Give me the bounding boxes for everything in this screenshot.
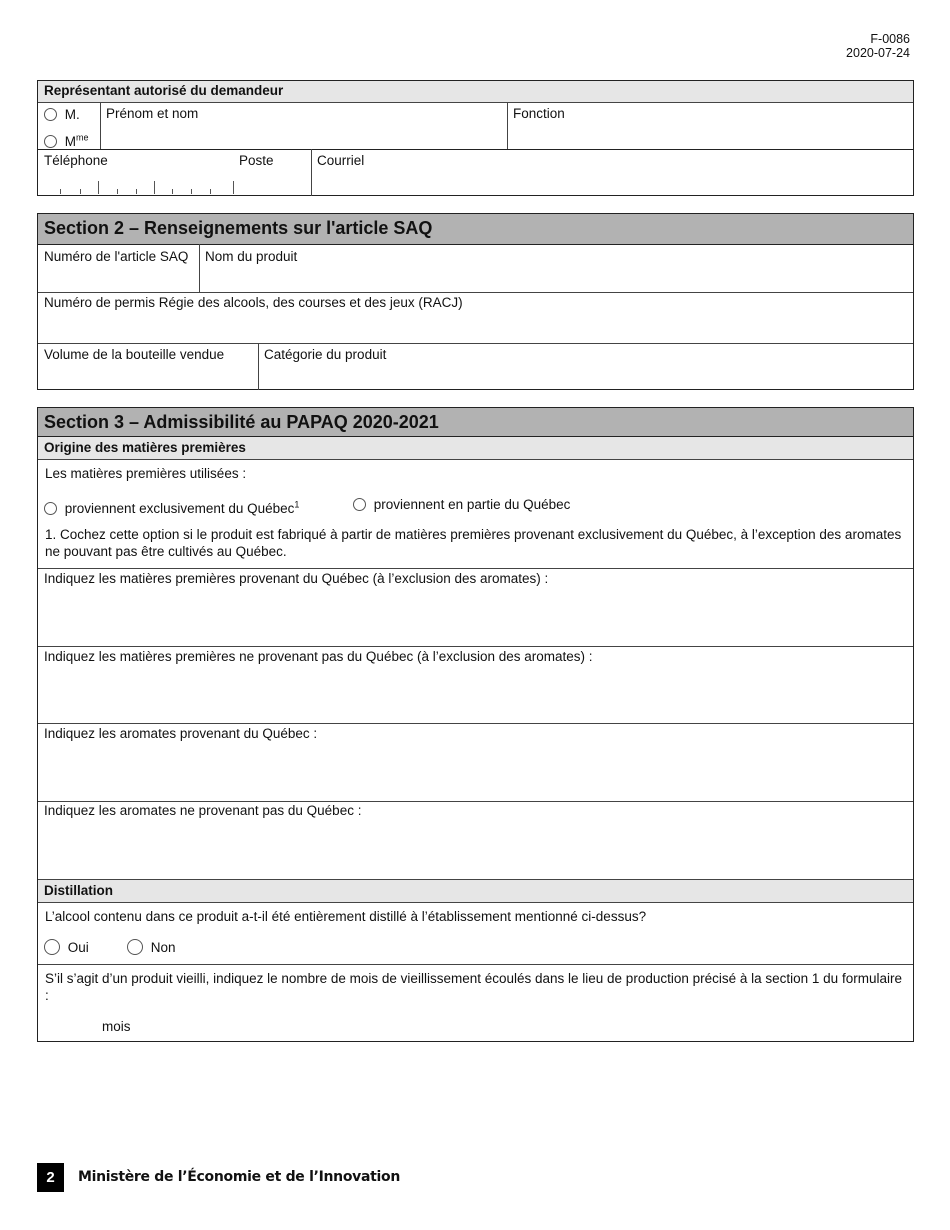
title-mme-label: $M^{me}$ (64, 132, 89, 149)
quebec-aromatics-field[interactable] (40, 743, 912, 799)
form-date: 2020-07-24 (846, 46, 910, 60)
section-3-title: Section 3 – Admissibilité au PAPAQ 2020-2021 (38, 408, 913, 436)
section-2-title: Section 2 – Renseignements sur l'article SAQ (38, 214, 913, 244)
title-m-label: M. (64, 107, 80, 122)
origin-footnote: 1. Cochez cette option si le produit est fabriqué à partir de matières premières provenant exclusivement du Québec, à l’exception des aromates ne pouvant pas être cultivés au Québec. (45, 527, 902, 559)
email-field[interactable] (312, 169, 912, 195)
radio-exclusive[interactable] (44, 502, 57, 515)
radio-m[interactable] (44, 108, 57, 121)
yes-label: Oui (67, 940, 89, 955)
no-option[interactable] (127, 939, 176, 956)
product-name-field[interactable] (200, 266, 912, 290)
permit-label: Numéro de permis Régie des alcools, des courses et des jeux (RACJ) (44, 295, 463, 310)
origin-intro: Les matières premières utilisées : (45, 466, 247, 481)
extension-label: Poste (239, 153, 274, 168)
phone-label: Téléphone (44, 153, 108, 168)
distillation-question: L’alcool contenu dans ce produit a-t-il été entièrement distillé à l’établissement mentionné ci-dessus? (45, 909, 647, 924)
category-label: Catégorie du produit (264, 347, 387, 362)
quebec-aromatics-label: Indiquez les aromates provenant du Québec : (44, 726, 318, 741)
saq-number-field[interactable] (40, 266, 197, 290)
radio-partial[interactable] (353, 498, 366, 511)
non-quebec-aromatics-field[interactable] (40, 820, 912, 876)
category-field[interactable] (259, 364, 912, 388)
partial-label: proviennent en partie du Québec (373, 497, 571, 512)
ministry-name: Ministère de l’Économie et de l’Innovation (78, 1169, 400, 1185)
function-label: Fonction (513, 106, 565, 121)
phone-field[interactable] (44, 173, 304, 195)
title-m-option[interactable] (44, 106, 80, 123)
exclusive-label: proviennent exclusivement du Québec$^1$ (64, 499, 300, 516)
quebec-materials-label: Indiquez les matières premières provenant du Québec (à l’exclusion des aromates) : (44, 571, 549, 586)
quebec-materials-field[interactable] (40, 588, 912, 644)
non-quebec-aromatics-label: Indiquez les aromates ne provenant pas du Québec : (44, 803, 362, 818)
radio-mme[interactable] (44, 135, 57, 148)
name-label: Prénom et nom (106, 106, 199, 121)
section-3-box (37, 407, 914, 1042)
permit-field[interactable] (40, 312, 912, 340)
radio-yes[interactable] (44, 939, 60, 955)
months-field[interactable] (44, 1014, 99, 1036)
section-2-box (37, 213, 914, 390)
months-label: mois (102, 1019, 131, 1034)
representative-box (37, 80, 914, 196)
non-quebec-materials-field[interactable] (40, 666, 912, 722)
distillation-title: Distillation (38, 880, 913, 902)
radio-no[interactable] (127, 939, 143, 955)
function-field[interactable] (508, 121, 913, 148)
saq-number-label: Numéro de l'article SAQ (44, 249, 189, 264)
name-field[interactable] (101, 121, 506, 148)
document-code (846, 32, 910, 60)
volume-field[interactable] (40, 364, 256, 388)
exclusive-option[interactable] (44, 496, 299, 517)
yes-option[interactable] (44, 939, 89, 956)
title-mme-option[interactable] (44, 129, 89, 150)
volume-label: Volume de la bouteille vendue (44, 347, 225, 362)
no-label: Non (150, 940, 176, 955)
aging-question: S’il s’agit d’un produit vieilli, indiquez le nombre de mois de vieillissement écoulés dans le lieu de production précisé à la section 1 du formulaire : (45, 971, 902, 1003)
form-number: F-0086 (870, 32, 910, 46)
partial-option[interactable] (353, 496, 570, 513)
email-label: Courriel (317, 153, 365, 168)
product-name-label: Nom du produit (205, 249, 298, 264)
origin-title: Origine des matières premières (38, 437, 913, 459)
non-quebec-materials-label: Indiquez les matières premières ne provenant pas du Québec (à l’exclusion des aromates) : (44, 649, 593, 664)
footnote-ref: 1 (294, 499, 300, 509)
representative-title: Représentant autorisé du demandeur (38, 81, 913, 102)
page-number: 2 (37, 1163, 64, 1192)
